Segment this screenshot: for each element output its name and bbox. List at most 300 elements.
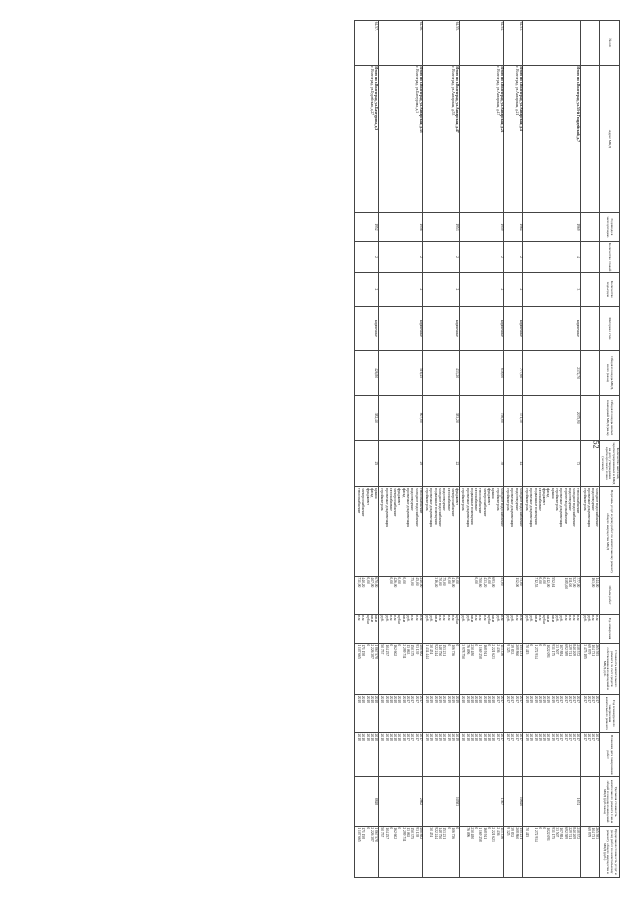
- work-col-1-line: 433,20: [482, 577, 487, 588]
- work-col-3-line: 30 451: [429, 644, 434, 655]
- work-col-0-line: подвальные помещения: [469, 488, 474, 525]
- total-row: [459, 21, 504, 878]
- work-col-5-line: 2018: [469, 733, 474, 741]
- work-col-5-line: 2017: [567, 733, 572, 741]
- address: г. Волгоград, ул.Ангарская, д.53: [451, 66, 456, 116]
- work-col-0: [504, 487, 523, 576]
- work-col-2-line: п.м: [572, 615, 577, 621]
- cell-people: 44: [504, 440, 523, 487]
- column-header: Количество подъездов: [599, 273, 619, 306]
- cell-liv: 2075,90: [523, 395, 581, 440]
- work-col-4-line: 2017: [510, 695, 515, 703]
- work-col-2-line: куб.м: [542, 615, 547, 624]
- work-col-1-line: 416,00: [450, 577, 455, 588]
- work-col-1-line: 0,00: [446, 577, 451, 584]
- work-col-4-line: 2019: [450, 695, 455, 703]
- work-col-5-line: 2017: [572, 733, 577, 741]
- work-col-1-line: [524, 577, 528, 612]
- limit-col-line: [460, 827, 464, 876]
- work-col-2-line: п.м: [514, 615, 519, 621]
- cell-people: 73: [523, 440, 581, 487]
- work-col-3-line: 931 175: [550, 644, 555, 657]
- cell-wall: кирпичные: [459, 306, 504, 351]
- work-col-0-line: холодное водоснабжение: [518, 488, 523, 527]
- total-row: [378, 21, 423, 878]
- work-col-1-line: [558, 577, 562, 612]
- work-col-1-line: 0,00: [487, 577, 491, 584]
- work-col-4-line: 2017: [418, 695, 423, 703]
- limit-col-line: 155 231: [518, 827, 523, 840]
- address: г. Волгоград, ул.Бахтурова, д.3: [415, 66, 420, 114]
- work-col-1-line: [528, 577, 532, 612]
- cell-limit-line: 104 731: [591, 827, 596, 840]
- work-col-0-line: водоотведение: [442, 488, 447, 511]
- total-label: Итого по г.Волгоград, ул.Ангарская, д.47: [455, 66, 460, 133]
- work-col-2-line: руб.: [524, 615, 529, 622]
- work-col-4-line: 2018: [478, 695, 483, 703]
- cell-date-line: 2017: [591, 733, 596, 741]
- cell-floors: 2: [459, 241, 504, 272]
- cell-date-line: 2017: [582, 733, 587, 741]
- work-col-1: [378, 576, 423, 614]
- work-col-2-line: руб.: [461, 615, 466, 622]
- work-col-1-line: 700,60: [478, 577, 483, 588]
- work-col-0-line: фасад: [546, 488, 551, 498]
- work-col-1-line: 407,00: [369, 577, 374, 588]
- cell-cost-line: 69 979: [586, 644, 591, 655]
- work-col-1-line: 75,00: [442, 577, 447, 586]
- work-col-0-line: проектные документация: [529, 488, 534, 527]
- work-col-1: [423, 576, 459, 614]
- cell-liv: 756,80: [459, 395, 504, 440]
- work-col-3-line: 922 244: [433, 644, 438, 657]
- work-col-4-line: 2018: [388, 695, 393, 703]
- cell-entr: 2: [355, 273, 378, 306]
- work-col-4: [459, 694, 504, 732]
- work-col-1-line: 670,00: [374, 577, 379, 588]
- specific-cost: 10640: [504, 777, 523, 826]
- work-col-0-line: электроснабжение: [393, 488, 398, 517]
- work-col-1-line: [379, 577, 383, 612]
- work-col-4-line: 2018: [393, 695, 398, 703]
- limit-col-line: 840 209: [572, 827, 577, 840]
- work-col-3-line: 106 736: [450, 644, 455, 657]
- column-header: Количество жителей, зарегистрированных в МКД на дату утверждения краткосрочного плана (человек): [599, 440, 619, 487]
- work-col-5-line: 2017: [414, 733, 419, 741]
- cell-vol-line: [586, 577, 590, 612]
- column-header: Стоимость капитального ремонта за счет средств собственников помещений в МКД, руб.: [599, 643, 619, 694]
- work-col-4-line: 2018: [469, 695, 474, 703]
- work-col-4-line: 2018: [369, 695, 374, 703]
- limit-col-line: 2 299 711: [401, 827, 406, 842]
- work-col-3-line: 1 169 258: [478, 644, 483, 659]
- work-col-1-line: 240,00: [418, 577, 423, 588]
- work-col-3: [459, 643, 504, 694]
- work-col-5-line: 2019: [455, 733, 460, 741]
- work-col-5: [355, 732, 378, 777]
- work-col-5-line: 2019: [546, 733, 551, 741]
- cell-cost-line: 104 731: [591, 644, 596, 657]
- cell-floors: 2: [378, 241, 423, 272]
- work-col-0-line: газоснабжение: [537, 488, 542, 511]
- work-col-3-line: 0: [397, 644, 402, 647]
- total-row: [355, 21, 378, 878]
- work-col-3-line: 162 602: [393, 644, 398, 657]
- work-col-5-line: 2018: [380, 733, 385, 741]
- work-col-4: [523, 694, 581, 732]
- work-col-2-line: п.м: [446, 615, 451, 621]
- limit-col-line: 2 221 623: [491, 827, 496, 842]
- limit-col-line: 218 572: [576, 827, 581, 840]
- table-body: [355, 21, 600, 878]
- work-col-2-line: руб.: [380, 615, 385, 622]
- limit-col-line: 104 257: [384, 827, 389, 840]
- work-col-1-line: 111,00: [567, 577, 572, 588]
- work-col-4-line: 2018: [461, 695, 466, 703]
- limit-col-line: 480 882: [418, 827, 423, 840]
- work-col-5-line: 2017: [514, 733, 519, 741]
- limit-col-line: 168 941: [482, 827, 487, 840]
- work-col-0-line: стройконтроль: [461, 488, 466, 511]
- cell-entr: 2: [423, 273, 459, 306]
- limit-col-line: 0: [446, 827, 451, 830]
- cell-cost-line: 3 475 185: [582, 644, 587, 659]
- total-label: Итого по г.Волгоград, ул.Ангарская, д.21: [499, 66, 504, 133]
- cell-cost-line: 265 593: [595, 644, 600, 657]
- cell-limit-line: 265 593: [595, 827, 600, 840]
- work-col-5-line: 2018: [374, 733, 379, 741]
- cell-unit-line: п.м: [595, 615, 600, 621]
- limit-col: [378, 826, 423, 877]
- work-col-0-line: стройконтроль: [380, 488, 385, 511]
- work-col-4-line: 2019: [437, 695, 442, 703]
- limit-col-line: 931 175: [550, 827, 555, 840]
- work-col-3-line: 13 063: [406, 644, 411, 655]
- work-col-3-line: 1 434 444: [425, 644, 430, 659]
- work-col-4-line: 2017: [518, 695, 523, 703]
- work-col-3-line: 2 299 711: [401, 644, 406, 659]
- work-col-5-line: 2017: [505, 733, 510, 741]
- work-col-4-line: 2018: [357, 695, 362, 703]
- work-col-2-line: руб.: [465, 615, 470, 622]
- limit-col: [504, 826, 523, 877]
- total-label: Итого по г.Волгоград, ул.53-й Гвардейской, д.7: [576, 66, 581, 142]
- total-row: [423, 21, 459, 878]
- work-col-1: [523, 576, 581, 614]
- work-col-2: [459, 614, 504, 643]
- work-col-1-line: 527,00: [572, 577, 577, 588]
- total-label: Итого по г.Волгоград, ул.Ангарская, д.53: [418, 66, 423, 133]
- work-col-5-line: 2017: [495, 733, 500, 741]
- work-col-3-line: 150 375: [410, 644, 415, 657]
- work-col-1-line: [424, 577, 428, 612]
- work-col-5-line: 2019: [529, 733, 534, 741]
- work-col-4-line: 2019: [446, 695, 451, 703]
- cell-date-line: 2017: [595, 733, 600, 741]
- work-col-3-line: 229 741: [567, 644, 572, 657]
- work-col-0: [523, 487, 581, 576]
- work-col-4-line: 2017: [576, 695, 581, 703]
- address: г. Волгоград, ул.Ангарская, д.21: [515, 66, 520, 116]
- work-col-5-line: 2019: [437, 733, 442, 741]
- cell-year: 1964: [504, 212, 523, 241]
- work-col-0-line: подвальные помещения: [533, 488, 538, 525]
- work-col-2-line: руб.: [529, 615, 534, 622]
- cell-vol-line: 144,00: [595, 577, 600, 588]
- work-col-5-line: 2018: [369, 733, 374, 741]
- limit-col-line: 922 244: [433, 827, 438, 840]
- work-col-5: [523, 732, 581, 777]
- work-col-3-line: 218 572: [576, 644, 581, 657]
- work-col-3-line: 230 480: [469, 644, 474, 657]
- cell-wall: кирпичные: [423, 306, 459, 351]
- work-col-0-line: холодное водоснабжение: [437, 488, 442, 527]
- work-col-3-line: 93 139: [414, 644, 419, 655]
- work-col-5: [459, 732, 504, 777]
- work-col-5-line: 2018: [365, 733, 370, 741]
- work-col-2-line: п.м: [388, 615, 393, 621]
- work-col-5-line: 2019: [524, 733, 529, 741]
- column-header: Год ввода в эксплуатацию: [599, 212, 619, 241]
- cell-liv: 371,30: [504, 395, 523, 440]
- work-col-0-line: проектные документация: [384, 488, 389, 527]
- table-row: [580, 21, 599, 878]
- limit-col-line: 150 375: [410, 827, 415, 840]
- work-col-2-line: п.м: [450, 615, 455, 621]
- work-col-4-line: 2019: [537, 695, 542, 703]
- limit-col-line: 0: [388, 827, 393, 830]
- cell-year: 1959: [459, 212, 504, 241]
- limit-col: [523, 826, 581, 877]
- column-header: Материал стен: [599, 306, 619, 351]
- empty-cell: [580, 241, 599, 272]
- work-col-3-line: 107 884: [559, 644, 564, 657]
- work-col-0-line: стройконтроль: [524, 488, 529, 511]
- cell-unit: [580, 614, 599, 643]
- address: г. Волгоград, ул.Ангарская, д.47: [496, 66, 501, 116]
- cell-area: 2372,70: [523, 351, 581, 396]
- work-col-0-line: подвальные помещения: [433, 488, 438, 525]
- work-col-1: [355, 576, 378, 614]
- work-col-0-line: теплоснабжение: [478, 488, 483, 514]
- work-col-4-line: 2017: [567, 695, 572, 703]
- specific-cost: 8848: [355, 777, 378, 826]
- cell-vol: [580, 576, 599, 614]
- work-col-1-line: 440,20: [361, 577, 366, 588]
- work-col-3-line: 480 882: [418, 644, 423, 657]
- cell-floors: 2: [504, 241, 523, 272]
- work-col-5-line: 2019: [442, 733, 447, 741]
- limit-col-line: 0: [537, 827, 542, 830]
- work-col-3-line: 208 860: [514, 644, 519, 657]
- work-col-4-line: 2019: [542, 695, 547, 703]
- work-col-0-line: фундамент: [365, 488, 370, 505]
- work-col-1-line: [383, 577, 387, 612]
- work-col-3-line: 104 257: [384, 644, 389, 657]
- row-number: 64.56.: [378, 21, 423, 66]
- work-col-5-line: 2018: [357, 733, 362, 741]
- work-col-4-line: 2018: [365, 695, 370, 703]
- work-col-4-line: 2019: [550, 695, 555, 703]
- work-col-1: [459, 576, 504, 614]
- work-col-5-line: 2018: [393, 733, 398, 741]
- empty-cell: [580, 212, 599, 241]
- work-col-0-line: теплоснабжение: [576, 488, 581, 514]
- work-col-1-line: [460, 577, 464, 612]
- row-number: 64.53.: [504, 21, 523, 66]
- cell-vol-line: [581, 577, 585, 612]
- work-col-3-line: 0: [542, 644, 547, 647]
- work-col-2-line: руб.: [495, 615, 500, 622]
- cell-wall: кирпичные: [504, 306, 523, 351]
- limit-col-line: 13 063: [406, 827, 411, 838]
- cell-area: 426,80: [355, 351, 378, 396]
- limit-col-line: 0: [455, 827, 460, 830]
- work-col-1-line: 0,00: [537, 577, 542, 584]
- work-col-4-line: 2019: [442, 695, 447, 703]
- column-header: Адрес МКД: [599, 65, 619, 212]
- total-label: Итого по г.Волгоград, ул.Бахтурова, д.3: [374, 66, 379, 131]
- empty-cell: [580, 65, 599, 212]
- cell-floors: 2: [355, 241, 378, 272]
- work-col-2-line: кв.м: [533, 615, 538, 622]
- limit-col-line: 113 336: [499, 827, 504, 839]
- work-col-3-line: 1 867 578: [374, 644, 379, 659]
- work-col-0-line: стройконтроль: [505, 488, 510, 511]
- cell-unit-line: п.м: [591, 615, 596, 621]
- limit-col-line: 0: [487, 827, 491, 830]
- work-col-0: [378, 487, 423, 576]
- work-col-2-line: руб.: [559, 615, 564, 622]
- empty-cell: [580, 777, 599, 826]
- work-col-2-line: п.м: [499, 615, 504, 621]
- work-col-0-line: горячее водоснабжение: [563, 488, 568, 525]
- limit-col-line: 1022 091: [546, 827, 551, 841]
- work-col-0-line: стройконтроль: [555, 488, 560, 511]
- work-col-3: [378, 643, 423, 694]
- cell-cost: [580, 643, 599, 694]
- work-col-0-line: стройконтроль: [425, 488, 430, 511]
- cell-entr: 2: [504, 273, 523, 306]
- work-col-2-line: п.м: [537, 615, 542, 621]
- work-col-4-line: 2018: [380, 695, 385, 703]
- work-col-3-line: 155 231: [518, 644, 523, 657]
- cell-year: 1953: [423, 212, 459, 241]
- limit-col-line: 153 231: [442, 827, 447, 840]
- work-col-2-line: кв.м: [374, 615, 379, 622]
- limit-col-line: 30 451: [429, 827, 434, 838]
- work-col-3-line: 70 415: [524, 644, 529, 655]
- work-col-0-line: газоснабжение: [474, 488, 479, 511]
- work-col-0-line: проектные документация: [406, 488, 411, 527]
- work-col-2-line: руб.: [505, 615, 510, 622]
- work-col-4-line: 2017: [555, 695, 560, 703]
- column-header: Перечень услуг и (или) работ по капитальному ремонту общего имущества МКД: [599, 487, 619, 576]
- cell-unit-line: руб.: [582, 615, 587, 622]
- cell-people: 29: [378, 440, 423, 487]
- work-col-3-line: 0: [487, 644, 491, 647]
- work-col-5-line: 2017: [576, 733, 581, 741]
- work-col-2-line: п.м: [442, 615, 447, 621]
- work-col-3-line: 33 507: [555, 644, 560, 655]
- work-col-5-line: 2019: [429, 733, 434, 741]
- work-col-4-line: 2018: [384, 695, 389, 703]
- work-col-5: [378, 732, 423, 777]
- work-col-5: [504, 732, 523, 777]
- column-header: Количество этажей: [599, 241, 619, 272]
- work-col-0-line: электроснабжение: [450, 488, 455, 517]
- rotated-table-wrapper: [20, 20, 620, 878]
- limit-col-line: 162 602: [393, 827, 398, 840]
- work-col-3-line: 168 941: [482, 644, 487, 657]
- cell-unit-line: руб.: [586, 615, 591, 622]
- work-col-4-line: 2019: [425, 695, 430, 703]
- limit-col: [423, 826, 459, 877]
- column-header: Объем работ: [599, 576, 619, 614]
- work-col-3-line: 76 096: [465, 644, 470, 655]
- limit-col-line: 229 741: [567, 827, 572, 840]
- work-col-5-line: 2018: [491, 733, 496, 741]
- limit-col: [355, 826, 378, 877]
- cell-year-line: 2017: [591, 695, 596, 703]
- work-col-3-line: 0: [455, 644, 460, 647]
- work-col-2-line: руб.: [429, 615, 434, 622]
- cell-year-line: 2017: [595, 695, 600, 703]
- cell-area: 638,00: [459, 351, 504, 396]
- work-col-5-line: 2017: [518, 733, 523, 741]
- limit-col-line: 0: [474, 827, 479, 830]
- work-col-0-line: фундамент: [397, 488, 402, 505]
- work-col-5-line: 2017: [510, 733, 515, 741]
- work-col-1-line: 75,00: [410, 577, 415, 586]
- work-col-2-line: кв.м: [369, 615, 374, 622]
- work-col-0-line: проектные документация: [559, 488, 564, 527]
- work-col-1-line: [469, 577, 473, 612]
- work-col-1-line: 75,00: [518, 577, 523, 586]
- work-col-5-line: 2018: [461, 733, 466, 741]
- row-number: 64.54.: [459, 21, 504, 66]
- address-cell: [523, 65, 581, 212]
- work-col-4-line: 2019: [429, 695, 434, 703]
- work-col-1-line: 0,00: [397, 577, 402, 584]
- work-col-0: [355, 487, 378, 576]
- work-col-0-line: фундамент: [487, 488, 491, 505]
- cell-wall: кирпичные: [523, 306, 581, 351]
- work-col-5-line: 2019: [446, 733, 451, 741]
- work-col-3-line: 0: [446, 644, 451, 647]
- address-cell: [459, 65, 504, 212]
- limit-col-line: 1 272 914: [533, 827, 538, 842]
- work-col-5-line: 2018: [465, 733, 470, 741]
- work-col-0-line: электроснабжение: [361, 488, 366, 517]
- column-header: Предельная стоимость услуг и (или) работ по капитальному ремонту общего имущества в МКД (руб.): [599, 826, 619, 877]
- work-col-2-line: куб.м: [365, 615, 370, 624]
- work-col-0-line: газоснабжение: [388, 488, 393, 511]
- cell-work: [580, 487, 599, 576]
- cell-year: 1952: [355, 212, 378, 241]
- work-col-2: [504, 614, 523, 643]
- work-col-0-line: проектные документация: [465, 488, 470, 527]
- work-col-1-line: 0,00: [365, 577, 370, 584]
- work-col-4-line: 2017: [499, 695, 504, 703]
- work-col-2-line: п.м: [357, 615, 362, 621]
- limit-col-line: 171 158: [361, 827, 366, 840]
- limit-col-line: 33 507: [555, 827, 560, 838]
- work-col-1-line: [505, 577, 509, 612]
- work-col-0-line: стройконтроль: [495, 488, 500, 511]
- work-col-1-line: 412,00: [546, 577, 551, 588]
- work-col-2-line: кв.м: [401, 615, 406, 622]
